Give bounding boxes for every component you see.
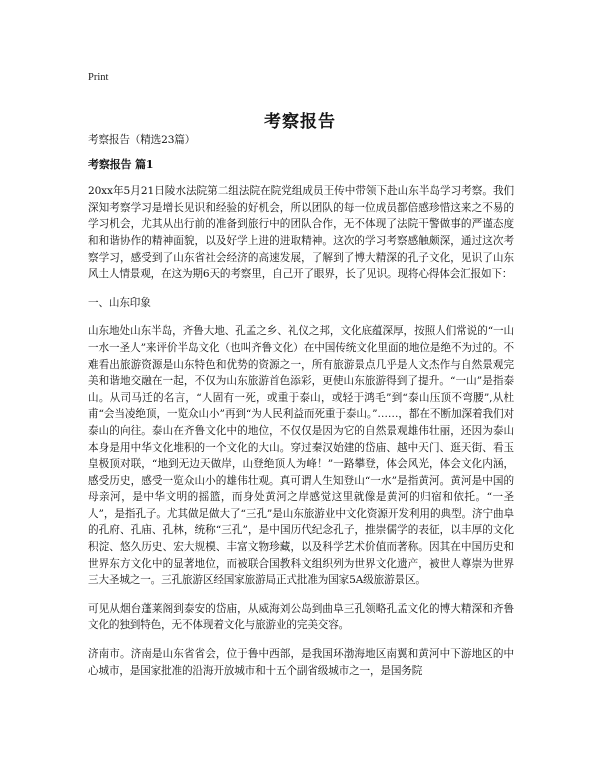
page-title: 考察报告 (264, 112, 336, 133)
document-body (88, 132, 514, 691)
print-link[interactable]: Print (88, 72, 109, 83)
paragraph-summary: 可见从烟台蓬莱阁到泰安的岱庙，从威海刘公岛到曲阜三孔领略孔孟文化的博大精深和齐鲁文化的独到特色，无不体现着文化与旅游业的完美交容。 (88, 602, 514, 632)
section-heading: 考察报告 篇1 (88, 157, 154, 171)
document-subtitle: 考察报告（精选23篇） (88, 134, 196, 146)
paragraph-intro: 20xx年5月21日陵水法院第二组法院在院党组成员王传中带领下赴山东半岛学习考察。我们深知考察学习是增长见识和经验的好机会，所以团队的每一位成员都倍感珍惜这来之不易的学习机会，尤其从出行前的准备到旅行中的团队合作，无不体现了法院干警做事的严谨态度和和谐协作的精神面貌，以及好学上进的进取精神。这次的学习考察感触颇深，通过这次考察学习，感受到了山东省社会经济的高速发展，了解到了博大精深的孔子文化，见识了山东风土人情景观，在这为期6天的考察里，自己开了眼界，长了见识。现将心得体会汇报如下： (88, 185, 514, 281)
paragraph-shandong: 山东地处山东半岛，齐鲁大地、孔孟之乡、礼仪之邦，文化底蕴深厚，按照人们常说的“一山一水一圣人”来评价半岛文化（也叫齐鲁文化）在中国传统文化里面的地位是绝不为过的。不难看出旅游资源是山东特色和优势的资源之一，所有旅游景点几乎是人文杰作与自然景观完美和谐地交融在一起，不仅为山东旅游首色添彩，更使山东旅游得到了提升。“一山”是指泰山。从司马迁的名言，“人固有一死，或重于泰山，或轻于鸿毛”到“泰山压顶不弯腰”,从杜甫“会当凌绝顶，一览众山小”再到“为人民利益而死重于泰山。”……，都在不断加深着我们对泰山的向往。泰山在齐鲁文化中的地位，不仅仅是因为它的自然景观雄伟壮丽，还因为泰山本身是用中华文化堆积的一个文化的大山。穿过秦汉始建的岱庙、越中天门、逛天街、看玉皇极顶对联，“地到无边天做岸，山登绝顶人为峰！”一路攀登，体会风光，体会文化内涵，感受历史，感受一览众山小的雄伟壮观。真可谓人生知登山“一水”是指黄河。黄河是中国的母亲河，是中华文明的摇篮，而身处黄河之岸感觉这里就像是黄河的归宿和依托。“一圣人”，是指孔子。尤其做足做大了“三孔”是山东旅游业中文化资源开发利用的典型。济宁曲阜的孔府、孔庙、孔林，统称“三孔”，是中国历代纪念孔子，推崇儒学的表征，以丰厚的文化积淀、悠久历史、宏大规模、丰富文物珍藏，以及科学艺术价值而著称。因其在中国历史和世界东方文化中的显著地位，而被联合国教科文组织列为世界文化遗产，被世人尊崇为世界三大圣城之一。三孔旅游区经国家旅游局正式批准为国家5A级旅游景区。 (88, 325, 514, 587)
subsection-heading: 一、山东印象 (88, 296, 151, 309)
paragraph-jinan: 济南市。济南是山东省省会，位于鲁中西部，是我国环渤海地区南翼和黄河中下游地区的中心城市，是国家批准的沿海开放城市和十五个副省级城市之一，是国务院 (88, 648, 514, 677)
